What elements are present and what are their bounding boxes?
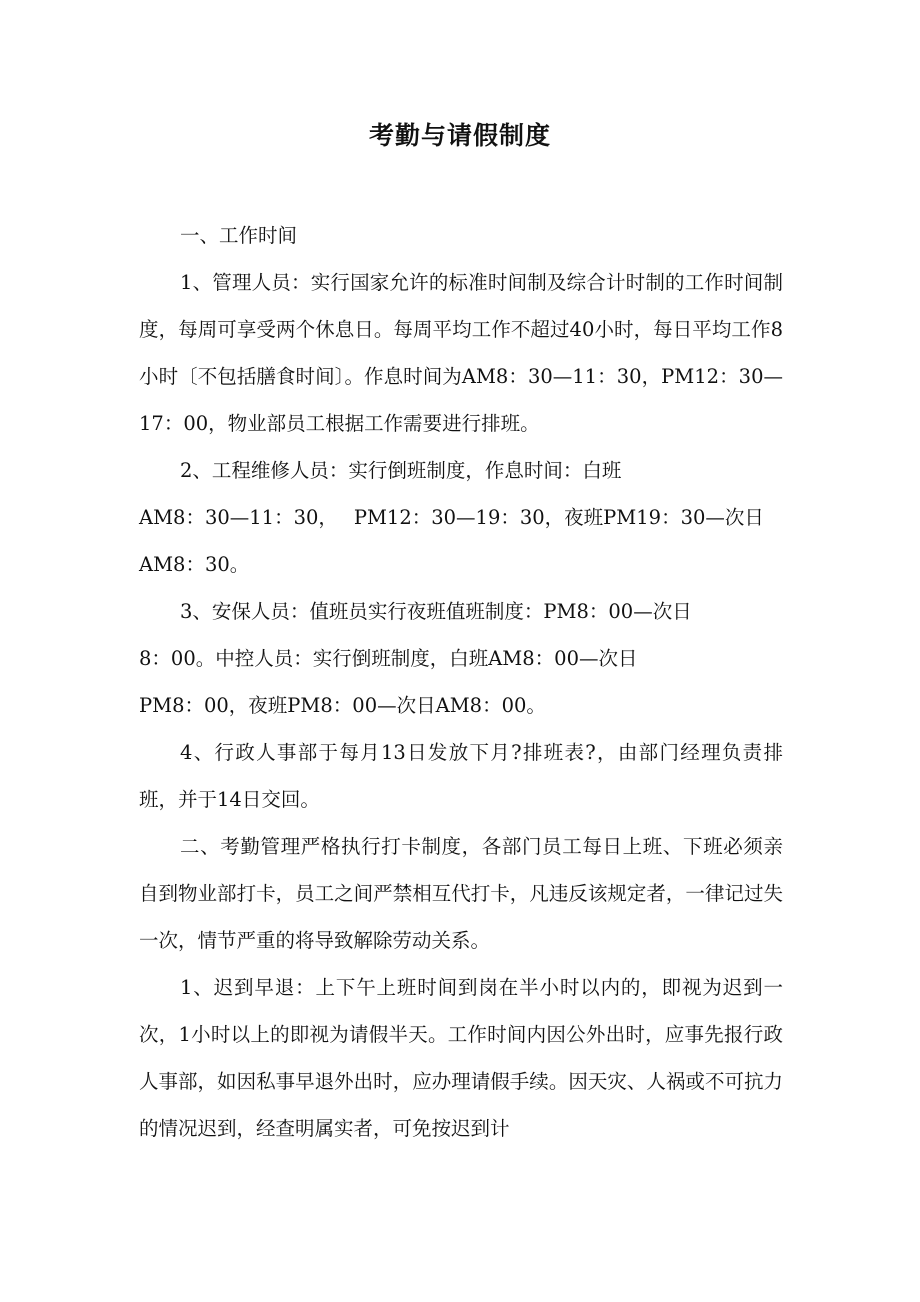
- paragraph-security-staff-line-3: PM8：00，夜班PM8：00—次日AM8：00。: [139, 694, 546, 717]
- paragraph-management-staff: 1、管理人员：实行国家允许的标准时间制及综合计时制的工作时间制度，每周可享受两个休息日。每周平均工作不超过40小时，每日平均工作8小时〔不包括膳食时间〕。作息时间为AM8：30—11：30，PM12：30—17：00，物业部员工根据工作需要进行排班。: [139, 271, 783, 435]
- paragraph-late-early-leave: 1、迟到早退：上下午上班时间到岗在半小时以内的，即视为迟到一次，1小时以上的即视为请假半天。工作时间内因公外出时，应事先报行政人事部，如因私事早退外出时，应办理请假手续。因天灾、人祸或不可抗力的情况迟到，经查明属实者，可免按迟到计: [139, 976, 783, 1140]
- paragraph-security-staff-line-2: 8：00。中控人员：实行倒班制度，白班AM8：00—次日: [139, 647, 638, 670]
- section-attendance-management: 二、考勤管理严格执行打卡制度，各部门员工每日上班、下班必须亲自到物业部打卡，员工之间严禁相互代打卡，凡违反该规定者，一律记过失一次，情节严重的将导致解除劳动关系。: [139, 835, 783, 952]
- section-heading-work-time: 一、工作时间: [180, 224, 298, 247]
- paragraph-security-staff-line-1: 3、安保人员：值班员实行夜班值班制度：PM8：00—次日: [180, 600, 692, 623]
- paragraph-maintenance-staff-line-2: AM8：30—11：30， PM12：30—19：30，夜班PM19：30—次日: [139, 506, 764, 529]
- paragraph-schedule: 4、行政人事部于每月13日发放下月?排班表?，由部门经理负责排班，并于14日交回。: [139, 741, 783, 811]
- paragraph-maintenance-staff-line-1: 2、工程维修人员：实行倒班制度，作息时间：白班: [180, 459, 622, 482]
- document-body: [139, 212, 783, 1152]
- document-title: 考勤与请假制度: [368, 121, 551, 150]
- paragraph-maintenance-staff-line-3: AM8：30。: [139, 553, 250, 576]
